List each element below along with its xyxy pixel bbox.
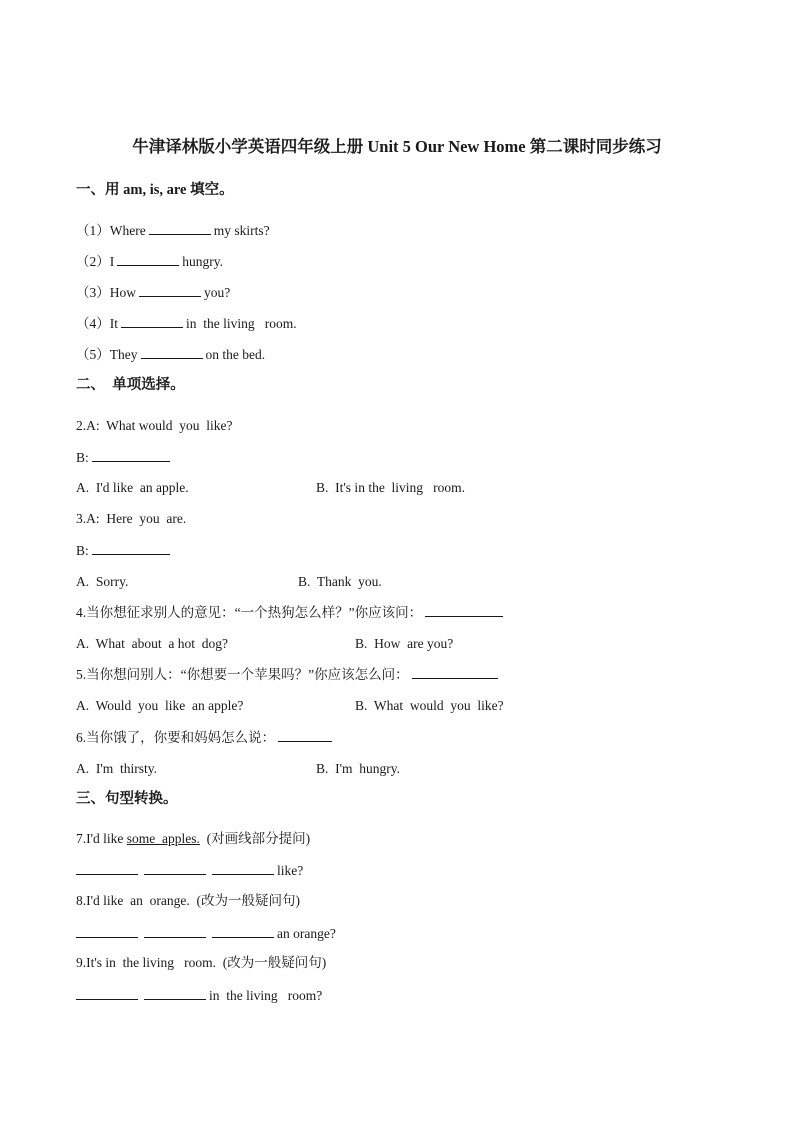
s1-item-3: [76, 283, 230, 302]
q4-option-a[interactable]: A. What about a hot dog?: [76, 636, 228, 651]
answer-blank[interactable]: [412, 665, 498, 679]
item-number: （5）: [76, 347, 110, 362]
question-instruction: (对画线部分提问): [199, 831, 311, 846]
q4-question: [76, 603, 506, 622]
q3-option-b[interactable]: B. Thank you.: [298, 574, 382, 589]
q9-answer-line: [76, 986, 322, 1005]
q2-question: 2.A: What would you like?: [76, 418, 233, 433]
answer-blank[interactable]: [212, 861, 274, 875]
question-text: 7.I'd like: [76, 831, 127, 846]
q8-answer-line: [76, 924, 336, 943]
underlined-phrase: some apples.: [126, 831, 200, 846]
answer-blank[interactable]: [425, 603, 503, 617]
answer-blank[interactable]: [144, 924, 206, 938]
answer-blank[interactable]: [117, 252, 179, 266]
answer-blank[interactable]: [278, 728, 332, 742]
section-2-heading: 二、 单项选择。: [76, 377, 185, 393]
q3-option-a[interactable]: A. Sorry.: [76, 574, 129, 589]
answer-blank[interactable]: [121, 314, 183, 328]
q4-option-b[interactable]: B. How are you?: [355, 636, 454, 651]
question-text: 4.当你想征求别人的意见：“一个热狗怎么样？”你应该问：: [76, 605, 423, 620]
item-text: I: [109, 254, 115, 269]
q2-response: [76, 448, 173, 467]
q7-question: [76, 830, 310, 848]
item-text: you?: [204, 285, 231, 300]
answer-blank[interactable]: [144, 861, 206, 875]
item-number: （3）: [76, 285, 110, 300]
q7-answer-line: [76, 861, 303, 880]
section-3-heading: 三、句型转换。: [76, 791, 178, 807]
s1-item-4: [76, 314, 297, 333]
question-text: 6.当你饿了，你要和妈妈怎么说：: [76, 730, 276, 745]
response-label: B:: [76, 543, 89, 558]
response-label: B:: [76, 450, 89, 465]
item-text: my skirts?: [213, 223, 270, 238]
answer-blank[interactable]: [141, 345, 203, 359]
q9-question: 9.It's in the living room. (改为一般疑问句): [76, 955, 327, 970]
item-text: in the living room.: [186, 316, 297, 331]
q5-question: [76, 665, 501, 684]
s1-item-1: [76, 221, 270, 240]
answer-tail: like?: [277, 863, 304, 878]
item-text: Where: [109, 223, 146, 238]
item-text: They: [109, 347, 138, 362]
q8-question: 8.I'd like an orange. (改为一般疑问句): [76, 893, 301, 908]
item-number: （1）: [76, 223, 110, 238]
page-title: 牛津译林版小学英语四年级上册 Unit 5 Our New Home 第二课时同步练习: [132, 137, 662, 156]
answer-blank[interactable]: [139, 283, 201, 297]
item-text: hungry.: [182, 254, 223, 269]
answer-blank[interactable]: [144, 986, 206, 1000]
item-text: on the bed.: [205, 347, 266, 362]
q3-question: 3.A: Here you are.: [76, 511, 187, 526]
q3-response: [76, 541, 173, 560]
answer-blank[interactable]: [149, 221, 211, 235]
s1-item-2: [76, 252, 223, 271]
answer-blank[interactable]: [76, 924, 138, 938]
q2-option-b[interactable]: B. It's in the living room.: [316, 480, 466, 495]
q5-option-b[interactable]: B. What would you like?: [355, 698, 504, 713]
answer-blank[interactable]: [92, 541, 170, 555]
item-number: （2）: [76, 254, 110, 269]
q5-option-a[interactable]: A. Would you like an apple?: [76, 698, 244, 713]
item-text: How: [109, 285, 136, 300]
q2-option-a[interactable]: A. I'd like an apple.: [76, 480, 189, 495]
item-text: It: [109, 316, 118, 331]
q6-option-a[interactable]: A. I'm thirsty.: [76, 761, 158, 776]
answer-blank[interactable]: [76, 861, 138, 875]
answer-blank[interactable]: [76, 986, 138, 1000]
answer-blank[interactable]: [212, 924, 274, 938]
s1-item-5: [76, 345, 265, 364]
answer-blank[interactable]: [92, 448, 170, 462]
q6-question: [76, 728, 335, 747]
item-number: （4）: [76, 316, 110, 331]
answer-tail: an orange?: [277, 926, 336, 941]
section-1-heading: 一、用 am, is, are 填空。: [76, 182, 234, 198]
answer-tail: in the living room?: [209, 988, 323, 1003]
question-text: 5.当你想问别人：“你想要一个苹果吗？”你应该怎么问：: [76, 667, 409, 682]
q6-option-b[interactable]: B. I'm hungry.: [316, 761, 401, 776]
